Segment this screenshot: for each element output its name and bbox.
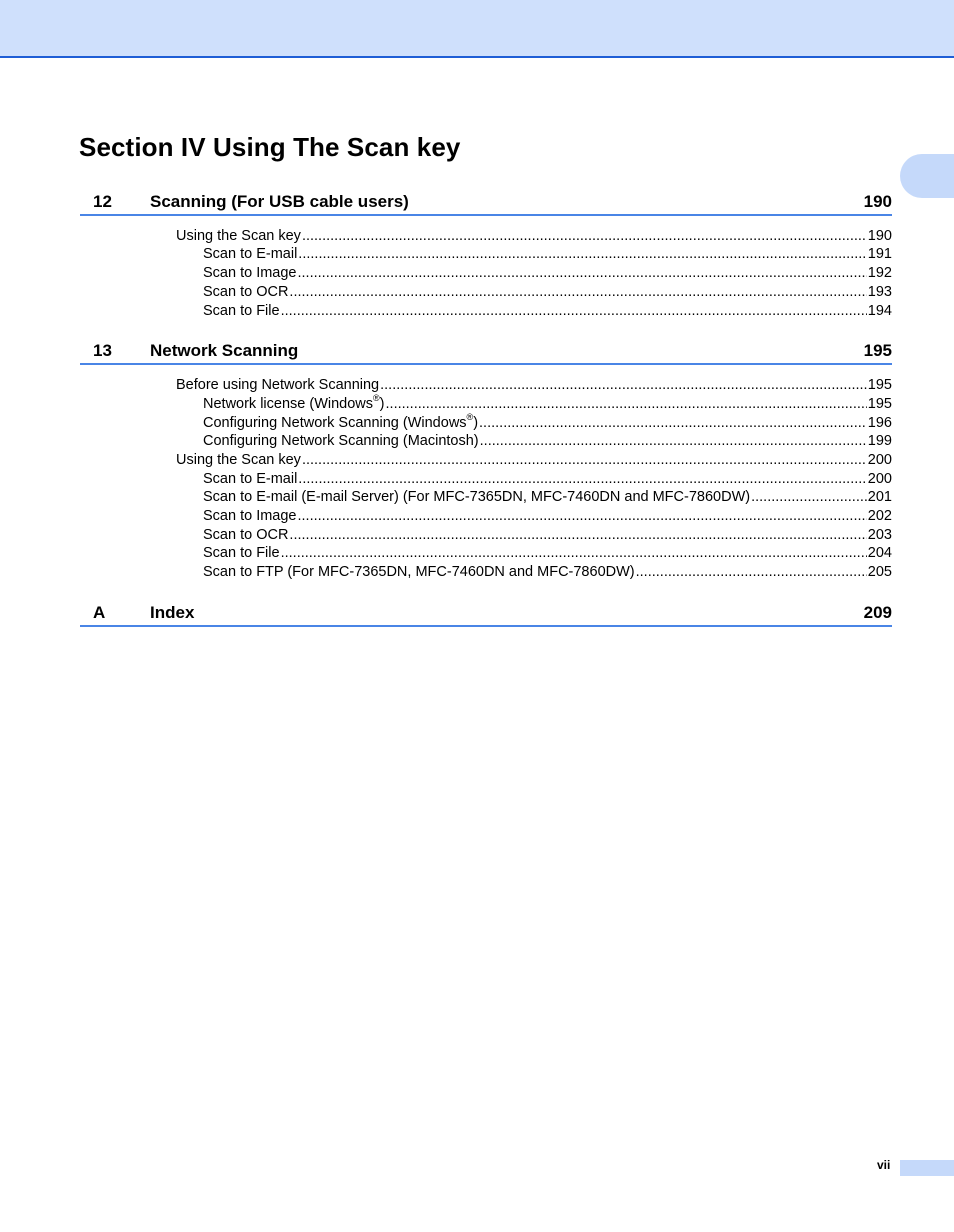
toc-entry-page: 199 xyxy=(867,433,892,449)
toc-entry[interactable] xyxy=(203,507,892,525)
toc-entry[interactable] xyxy=(203,302,892,320)
chapter-number: 13 xyxy=(93,341,112,360)
leader-dots xyxy=(298,245,867,263)
toc-entry-page: 201 xyxy=(867,489,892,505)
toc-entry[interactable] xyxy=(176,376,892,394)
page-number: vii xyxy=(877,1158,891,1172)
leader-dots xyxy=(380,376,867,394)
toc-entry-page: 205 xyxy=(867,564,892,580)
footer-tab xyxy=(900,1160,954,1176)
toc-entry[interactable] xyxy=(176,227,892,245)
toc-entry-page: 192 xyxy=(867,265,892,281)
toc-entry[interactable] xyxy=(203,283,892,301)
chapter-number: A xyxy=(93,603,106,622)
toc-chapter-13[interactable] xyxy=(80,341,892,365)
chapter-page: 195 xyxy=(863,341,892,360)
leader-dots xyxy=(298,470,867,488)
chapter-page: 190 xyxy=(863,192,892,211)
header-band xyxy=(0,0,954,58)
registered-mark: ® xyxy=(466,412,474,423)
leader-dots xyxy=(302,227,867,245)
toc-entry-page: 202 xyxy=(867,508,892,524)
toc-entry[interactable] xyxy=(203,395,892,413)
toc-entry-label: Before using Network Scanning xyxy=(176,377,380,393)
toc-entry[interactable] xyxy=(203,544,892,562)
chapter-page: 209 xyxy=(863,603,892,622)
toc-entry-label: Scan to File xyxy=(203,545,280,561)
toc-entry-label: Configuring Network Scanning (Windows®) xyxy=(203,412,479,431)
toc-entry-label: Using the Scan key xyxy=(176,228,301,244)
toc-entry-page: 200 xyxy=(867,471,892,487)
toc-entry-page: 190 xyxy=(867,228,892,244)
toc-entry-label: Scan to File xyxy=(203,303,280,319)
toc-entry-label: Configuring Network Scanning (Macintosh) xyxy=(203,433,479,449)
toc-entry-label: Scan to Image xyxy=(203,265,297,281)
toc-entry-page: 203 xyxy=(867,527,892,543)
leader-dots xyxy=(302,451,867,469)
toc-chapter-index[interactable] xyxy=(80,603,892,627)
toc-entry[interactable] xyxy=(203,432,892,450)
toc-entry-page: 200 xyxy=(867,452,892,468)
leader-dots xyxy=(298,507,867,525)
toc-entry-page: 204 xyxy=(867,545,892,561)
leader-dots xyxy=(289,526,866,544)
section-title: Section IV Using The Scan key xyxy=(79,132,461,162)
toc-entry[interactable] xyxy=(203,470,892,488)
leader-dots xyxy=(281,544,867,562)
leader-dots xyxy=(386,395,867,413)
leader-dots xyxy=(298,264,867,282)
toc-entry-page: 194 xyxy=(867,303,892,319)
leader-dots xyxy=(479,414,867,432)
toc-entry[interactable] xyxy=(203,526,892,544)
toc-entry[interactable] xyxy=(203,488,892,506)
toc-entry[interactable] xyxy=(176,451,892,469)
leader-dots xyxy=(480,432,867,450)
toc-entry[interactable] xyxy=(203,414,892,432)
toc-entry-label: Scan to OCR xyxy=(203,527,289,543)
chapter-number: 12 xyxy=(93,192,112,211)
chapter-side-tab xyxy=(900,154,954,198)
toc-entry-page: 193 xyxy=(867,284,892,300)
toc-entry-label: Using the Scan key xyxy=(176,452,301,468)
toc-entry-page: 195 xyxy=(867,396,892,412)
chapter-title: Network Scanning xyxy=(150,341,299,360)
toc-entry-label: Scan to E-mail xyxy=(203,246,298,262)
toc-entry[interactable] xyxy=(203,264,892,282)
toc-entry-label: Scan to Image xyxy=(203,508,297,524)
toc-entry-label: Network license (Windows®) xyxy=(203,393,385,412)
toc-entry-page: 196 xyxy=(867,415,892,431)
leader-dots xyxy=(636,563,867,581)
toc-entry-page: 195 xyxy=(867,377,892,393)
toc-entry-label: Scan to E-mail xyxy=(203,471,298,487)
chapter-title: Index xyxy=(150,603,195,622)
toc-entry-label: Scan to OCR xyxy=(203,284,289,300)
leader-dots xyxy=(281,302,867,320)
toc-entry[interactable] xyxy=(203,245,892,263)
toc-entry-page: 191 xyxy=(867,246,892,262)
toc-entry-label: Scan to E-mail (E-mail Server) (For MFC-7365DN, MFC-7460DN and MFC-7860DW) xyxy=(203,489,751,505)
toc-chapter-12[interactable] xyxy=(80,192,892,216)
toc-entry-label: Scan to FTP (For MFC-7365DN, MFC-7460DN and MFC-7860DW) xyxy=(203,564,635,580)
registered-mark: ® xyxy=(373,393,380,404)
toc-entry[interactable] xyxy=(203,563,892,581)
leader-dots xyxy=(289,283,866,301)
leader-dots xyxy=(751,488,867,506)
chapter-title: Scanning (For USB cable users) xyxy=(150,192,409,211)
